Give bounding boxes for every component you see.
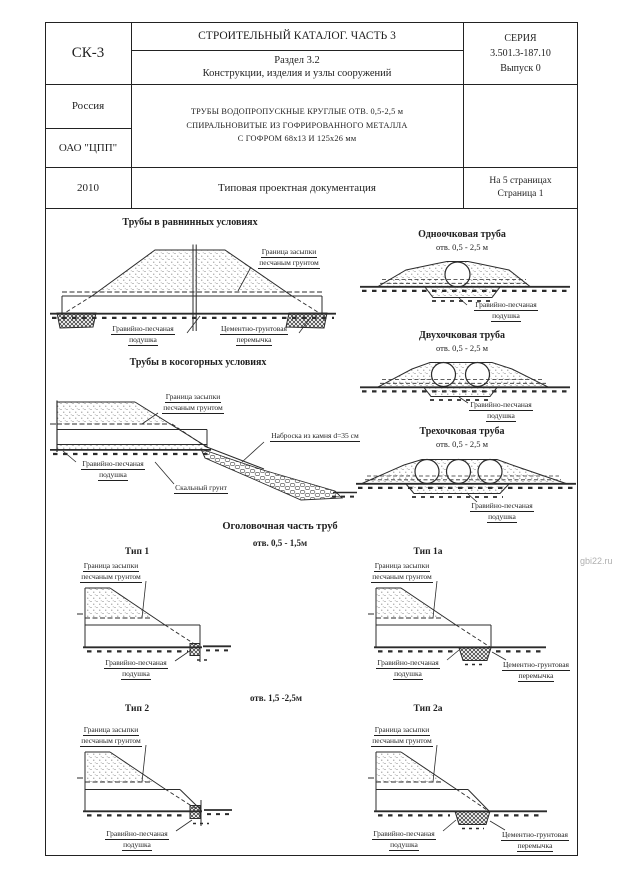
pages-count: На 5 страницах [489, 175, 552, 186]
triple-pipe-title: Трехочковая труба [419, 426, 505, 437]
type1-fill-boundary-label: Граница засыпки песчаным грунтом [81, 561, 141, 581]
subject-line2: СПИРАЛЬНОВИТЫЕ ИЗ ГОФРИРОВАННОГО МЕТАЛЛА [186, 120, 408, 130]
year: 2010 [77, 181, 99, 194]
double-cushion-label: Гравийно-песчаная подушка [470, 400, 532, 420]
section-number: Раздел 3.2 [274, 55, 320, 66]
double-pipe-subtitle: отв. 0,5 - 2,5 м [436, 343, 488, 353]
year-cell [45, 167, 131, 208]
flat-cushion-label: Гравийно-песчаная подушка [112, 324, 174, 344]
subject-cell [131, 84, 463, 167]
type2a-cushion-label: Гравийно-песчаная подушка [373, 829, 435, 849]
slope-cushion-label: Гравийно-песчаная подушка [82, 459, 144, 479]
titleblock-divider-h5 [45, 208, 578, 209]
series-issue: Выпуск 0 [500, 62, 541, 74]
riprap-label: Наброска из камня d=35 см [271, 431, 359, 440]
type1a-heading: Тип 1а [413, 547, 443, 557]
triple-cushion-label: Гравийно-песчаная подушка [471, 501, 533, 521]
slope-conditions-title: Трубы в косогорных условиях [129, 357, 267, 368]
type1a-jumper-label: Цементно-грунтовая перемычка [502, 660, 569, 680]
type2-fill-boundary-label: Граница засыпки песчаным грунтом [81, 725, 141, 745]
type2a-heading: Тип 2а [413, 704, 443, 714]
type2-heading: Тип 2 [124, 704, 150, 714]
type1a-cushion-label: Гравийно-песчаная подушка [377, 658, 439, 678]
site-watermark: gbi22.ru [580, 556, 613, 566]
subject-line3: С ГОФРОМ 68х13 И 125х26 мм [237, 134, 357, 144]
series-label: СЕРИЯ [504, 32, 537, 44]
catalog-code: СК-3 [71, 44, 105, 61]
country-cell [45, 84, 131, 128]
flat-fill-boundary-label: Граница засыпки песчаным грунтом [259, 247, 319, 267]
series-cell [463, 22, 578, 84]
head-section-subtitle: отв. 0,5 - 1,5м [252, 538, 308, 548]
pages-cell [463, 167, 578, 208]
type1-heading: Тип 1 [124, 547, 150, 557]
double-pipe-title: Двухочковая труба [419, 330, 505, 341]
subject-line1: ТРУБЫ ВОДОПРОПУСКНЫЕ КРУГЛЫЕ ОТВ. 0,5-2,5 м [190, 107, 404, 117]
type1-cushion-label: Гравийно-песчаная подушка [105, 658, 167, 678]
doc-type-cell [131, 167, 463, 208]
page-number: Страница 1 [497, 188, 544, 199]
doc-type: Типовая проектная документация [218, 181, 376, 194]
slope-fill-boundary-label: Граница засыпки песчаным грунтом [163, 392, 223, 412]
single-cushion-label: Гравийно-песчаная подушка [475, 300, 537, 320]
type2a-fill-boundary-label: Граница засыпки песчаным грунтом [372, 725, 432, 745]
catalog-title-cell [131, 22, 463, 50]
type2a-jumper-label: Цементно-грунтовая перемычка [501, 830, 568, 850]
mid-section-subtitle: отв. 1,5 -2,5м [249, 693, 303, 703]
catalog-code-cell [45, 22, 131, 84]
type1a-fill-boundary-label: Граница засыпки песчаным грунтом [372, 561, 432, 581]
rock-soil-label: Скальный грунт [175, 483, 227, 492]
country: Россия [71, 100, 105, 112]
head-section-title: Оголовочная часть труб [222, 521, 338, 532]
single-pipe-subtitle: отв. 0,5 - 2,5 м [436, 242, 488, 252]
type2-cushion-label: Гравийно-песчаная подушка [106, 829, 168, 849]
organization: ОАО "ЦПП" [58, 141, 118, 154]
flat-jumper-label: Цементно-грунтовая перемычка [220, 324, 287, 344]
catalog-section-cell [131, 50, 463, 84]
catalog-title: СТРОИТЕЛЬНЫЙ КАТАЛОГ. ЧАСТЬ 3 [198, 30, 396, 42]
organization-cell [45, 128, 131, 167]
single-pipe-title: Одноочковая труба [418, 229, 506, 240]
triple-pipe-subtitle: отв. 0,5 - 2,5 м [436, 439, 488, 449]
section-name: Конструкции, изделия и узлы сооружений [202, 68, 392, 79]
series-number: 3.501.3-187.10 [490, 47, 551, 59]
flat-conditions-title: Трубы в равнинных условиях [122, 217, 258, 228]
